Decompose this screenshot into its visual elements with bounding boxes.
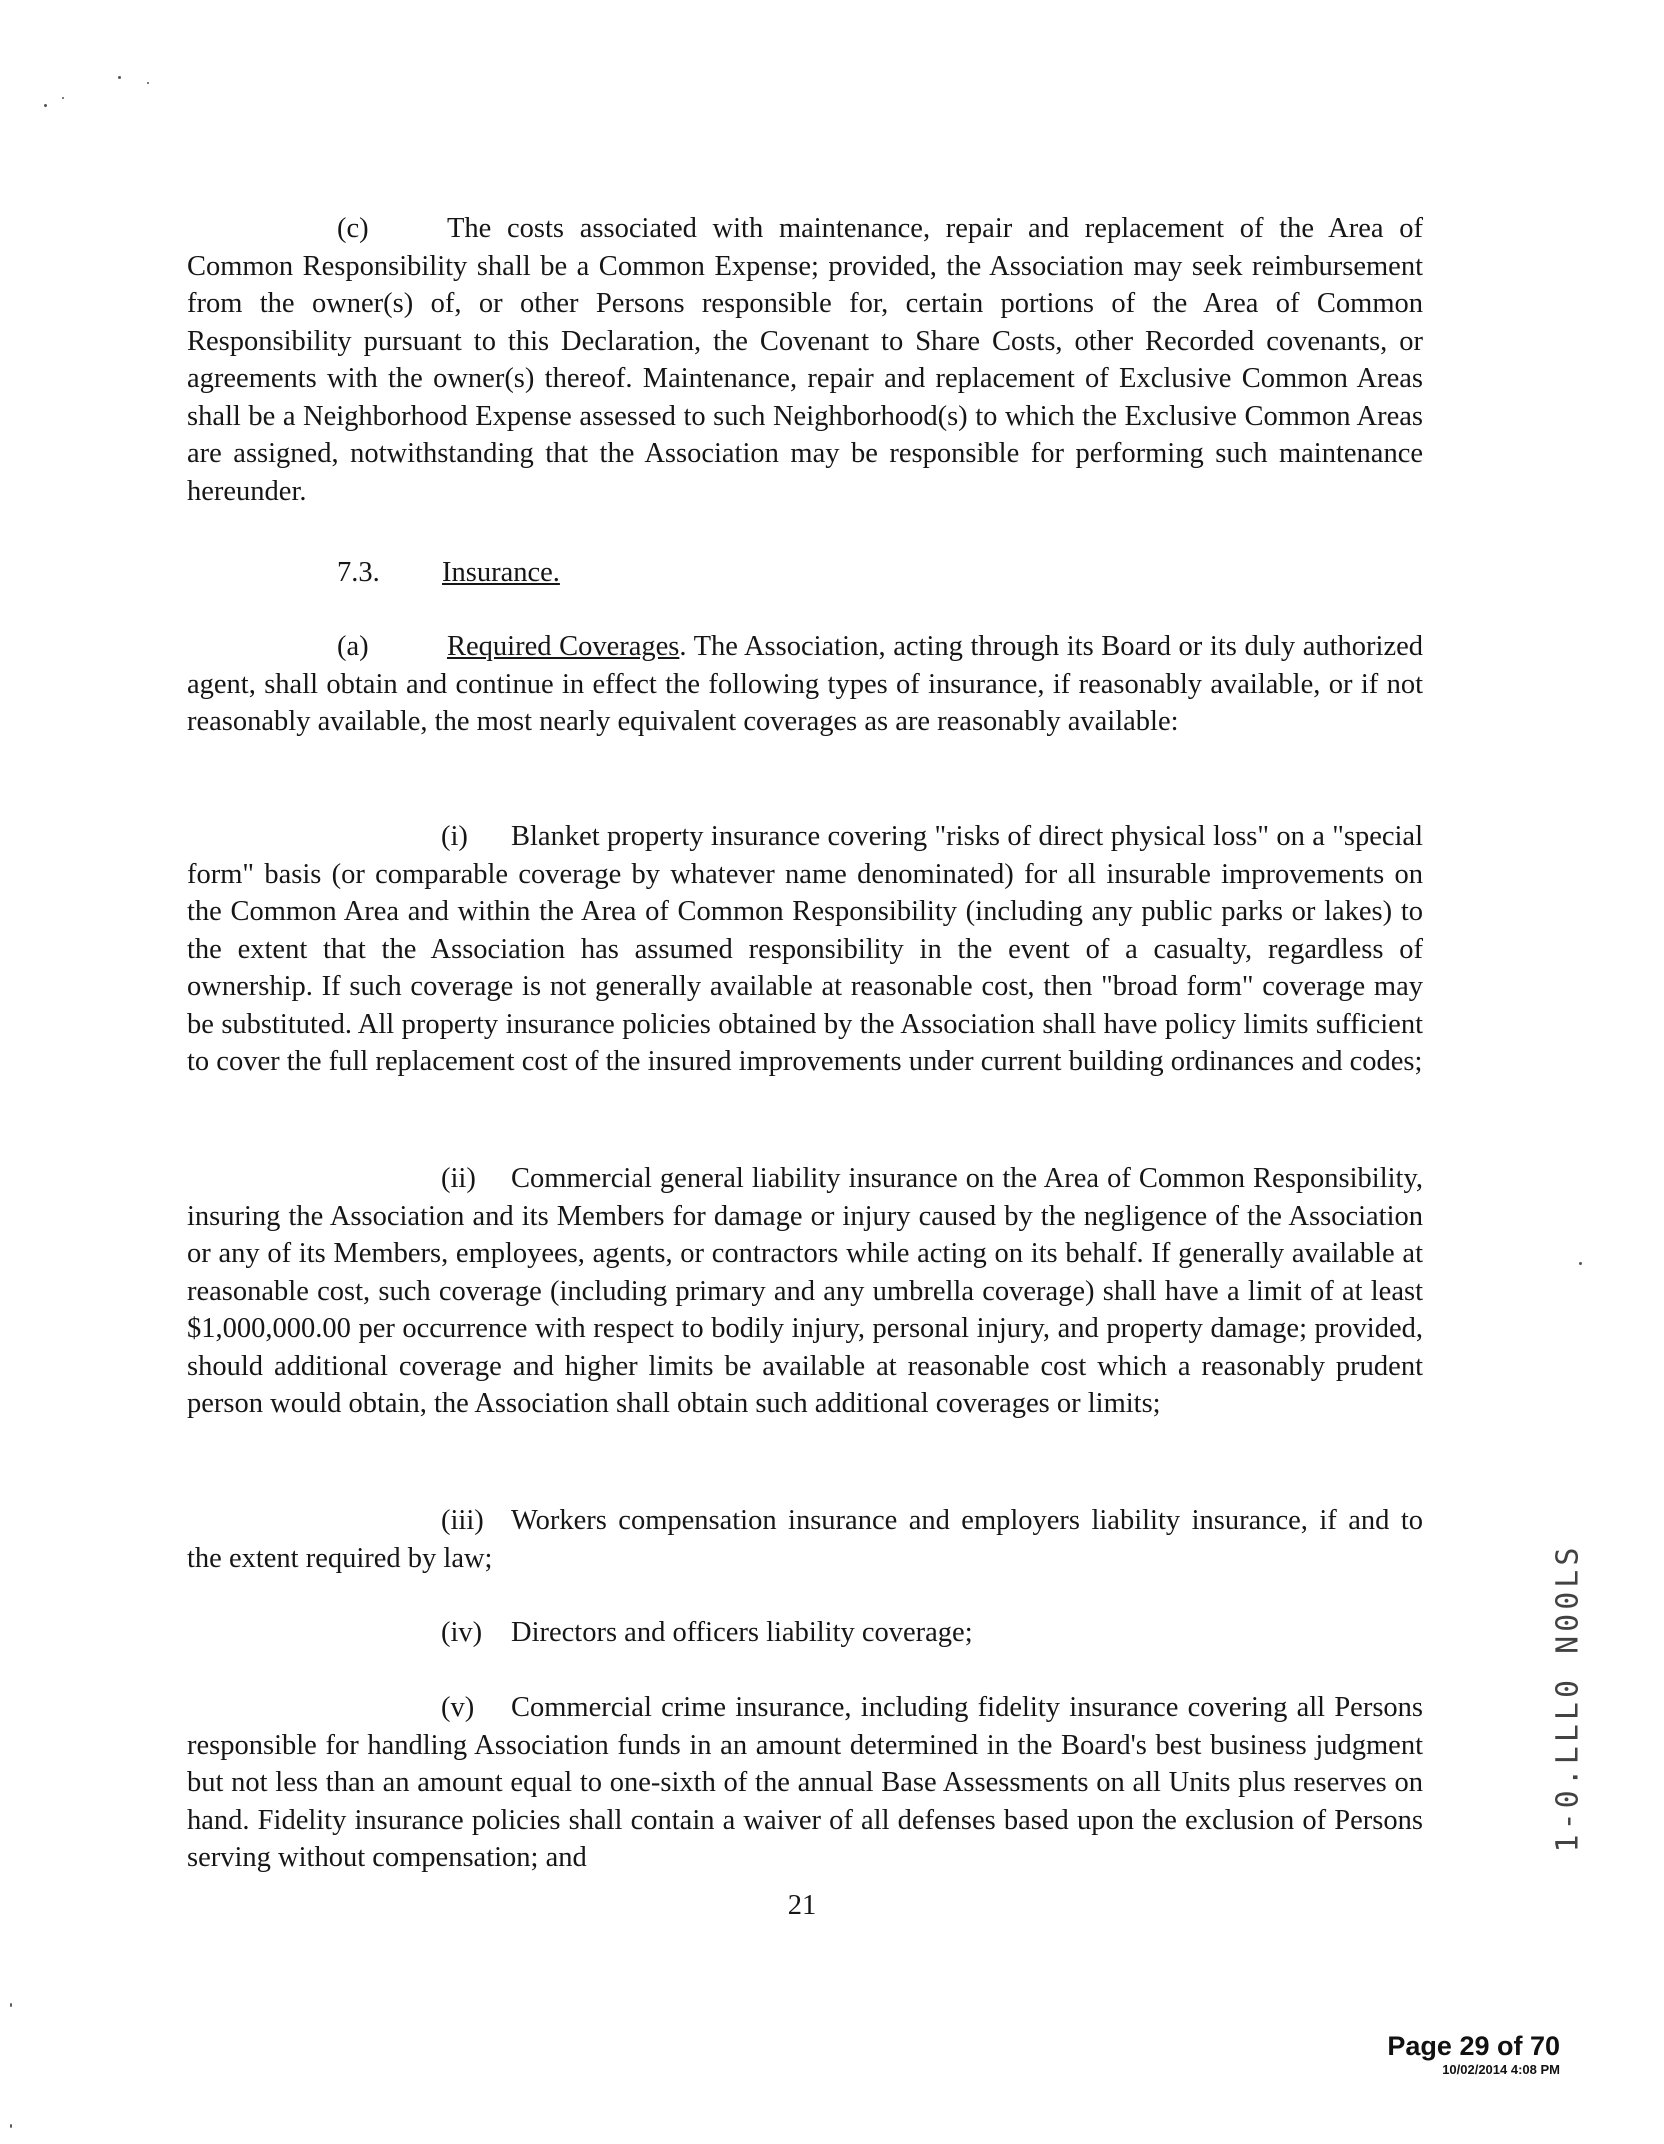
- paragraph-marker: (ii): [441, 1163, 476, 1194]
- section-title: Insurance.: [442, 557, 560, 588]
- paragraph-title: Required Coverages: [447, 631, 680, 662]
- paragraph-ii: [187, 1160, 1423, 1423]
- section-number: 7.3.: [337, 557, 380, 588]
- scan-speck: [118, 76, 121, 79]
- paragraph-text: . The Association, acting through its Board or its duly authorized agent, shall obtain and continue in effect the following types of insurance, if reasonably available, or if not reasonably available, the most nearly equivalent coverages as are reasonably available:: [187, 631, 1423, 737]
- paragraph-marker: (c): [337, 213, 369, 244]
- scan-speck: [10, 2003, 12, 2007]
- paragraph-text: Commercial general liability insurance on the Area of Common Responsibility, insuring the Association and its Members for damage or injury caused by the negligence of the Association or any of its Members, employees, agents, or contractors while acting on its behalf. If generally available at reasonable cost, such coverage (including primary and any umbrella coverage) shall have a limit of at least $1,000,000.00 per occurrence with respect to bodily injury, personal injury, and property damage; provided, should additional coverage and higher limits be available at reasonable cost which a reasonably prudent person would obtain, the Association shall obtain such additional coverages or limits;: [187, 1163, 1423, 1419]
- scan-speck: [1579, 1262, 1582, 1265]
- recording-stamp-text: 1-0.LLL0 N00LS: [1550, 1543, 1586, 1853]
- paragraph-a: [187, 628, 1423, 741]
- scan-speck: [10, 2124, 12, 2128]
- paragraph-text: Directors and officers liability coverage;: [511, 1617, 973, 1648]
- paragraph-text: Workers compensation insurance and employers liability insurance, if and to the extent required by law;: [187, 1505, 1423, 1574]
- paragraph-iii: [187, 1502, 1423, 1577]
- scan-speck: [44, 104, 47, 107]
- paragraph-text: Commercial crime insurance, including fidelity insurance covering all Persons responsible for handling Association funds in an amount determined in the Board's best business judgment but not less than an amount equal to one-sixth of the annual Base Assessments on all Units plus reserves on hand. Fidelity insurance policies shall contain a waiver of all defenses based upon the exclusion of Persons serving without compensation; and: [187, 1692, 1423, 1873]
- paragraph-c: [187, 210, 1423, 510]
- scan-speck: [147, 82, 149, 84]
- page-number: 21: [787, 1890, 817, 1921]
- recording-stamp: [1546, 1538, 1590, 1858]
- scan-speck: [62, 97, 64, 99]
- footer-page-label: Page 29 of 70: [1387, 2031, 1560, 2061]
- paragraph-i: [187, 818, 1423, 1081]
- paragraph-marker: (iv): [441, 1617, 483, 1648]
- footer-timestamp: 10/02/2014 4:08 PM: [1442, 2062, 1560, 2077]
- paragraph-marker: (a): [337, 631, 369, 662]
- paragraph-marker: (v): [441, 1692, 475, 1723]
- paragraph-iv: [187, 1614, 1423, 1652]
- paragraph-marker: (iii): [441, 1505, 484, 1536]
- paragraph-text: The costs associated with maintenance, repair and replacement of the Area of Common Responsibility shall be a Common Expense; provided, the Association may seek reimbursement from the owner(s) of, or other Persons responsible for, certain portions of the Area of Common Responsibility pursuant to this Declaration, the Covenant to Share Costs, other Recorded covenants, or agreements with the owner(s) thereof. Maintenance, repair and replacement of Exclusive Common Areas shall be a Neighborhood Expense assessed to such Neighborhood(s) to which the Exclusive Common Areas are assigned, notwithstanding that the Association may be responsible for performing such maintenance hereunder.: [187, 213, 1423, 507]
- paragraph-marker: (i): [441, 821, 468, 852]
- paragraph-text: Blanket property insurance covering "risks of direct physical loss" on a "special form" basis (or comparable coverage by whatever name denominated) for all insurable improvements on the Common Area and within the Area of Common Responsibility (including any public parks or lakes) to the extent that the Association has assumed responsibility in the event of a casualty, regardless of ownership. If such coverage is not generally available at reasonable cost, then "broad form" coverage may be substituted. All property insurance policies obtained by the Association shall have policy limits sufficient to cover the full replacement cost of the insured improvements under current building ordinances and codes;: [187, 821, 1423, 1077]
- paragraph-v: [187, 1689, 1423, 1877]
- section-heading: [337, 554, 560, 592]
